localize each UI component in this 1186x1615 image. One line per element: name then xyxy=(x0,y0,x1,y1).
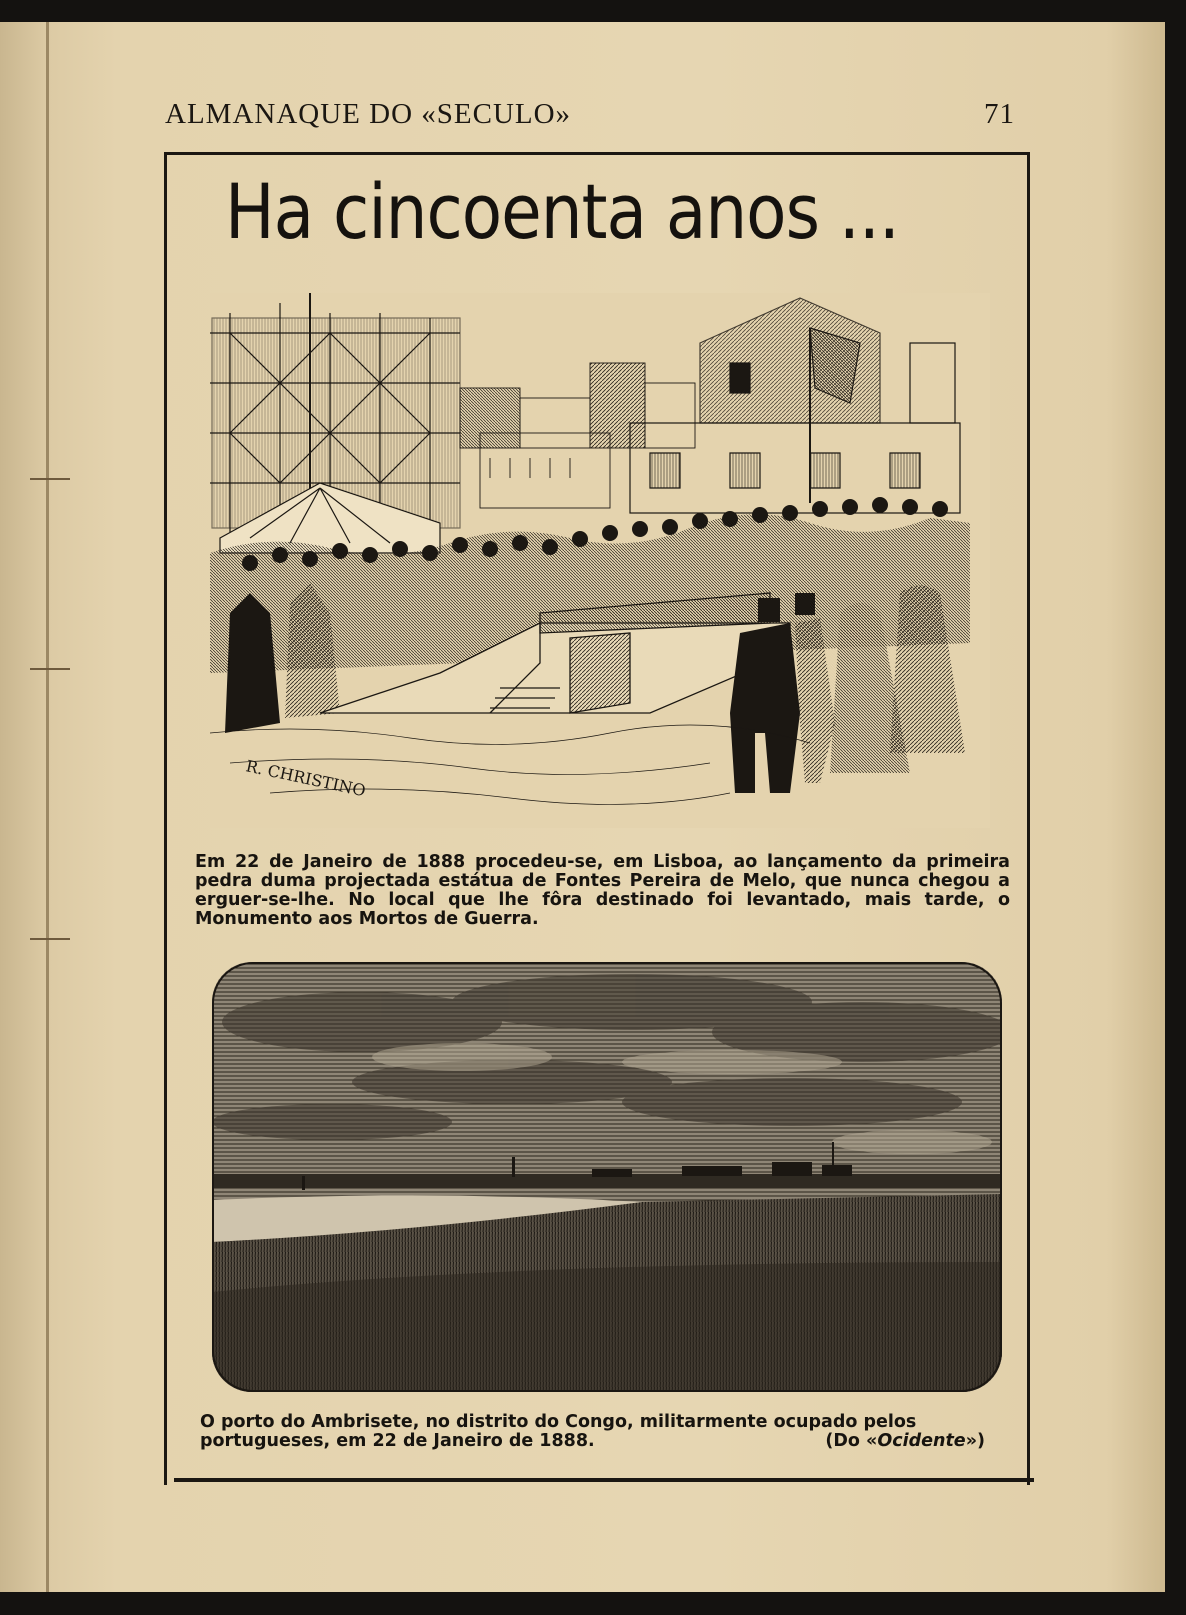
source-name: Ocidente xyxy=(877,1431,966,1451)
binding-stitch xyxy=(30,478,70,480)
article-headline: Ha cincoenta anos ... xyxy=(225,168,899,257)
source-credit xyxy=(825,1432,1015,1451)
binding-stitch xyxy=(30,668,70,670)
port-caption-line2: portugueses, em 22 de Janeiro de 1888. xyxy=(200,1431,595,1451)
artist-signature: R. CHRISTINO xyxy=(244,756,368,801)
almanac-title: ALMANAQUE DO «SECULO» xyxy=(165,98,572,130)
source-suffix: ») xyxy=(965,1431,985,1451)
source-prefix: (Do « xyxy=(825,1431,878,1451)
port-caption-line1: O porto do Ambrisete, no distrito do Congo, militarmente ocupado pelos xyxy=(200,1412,917,1432)
ceremony-engraving xyxy=(210,293,990,828)
frame-bottom-rule xyxy=(174,1478,1034,1482)
ceremony-caption: Em 22 de Janeiro de 1888 procedeu-se, em Lisboa, ao lançamento da primeira pedra duma projectada estátua de Fontes Pereira de Melo, que nunca chegou a erguer-se-lhe. No local que lhe fôra destinado foi levantado, mais tarde, o Monumento aos Mortos de Guerra. xyxy=(195,852,1010,929)
binding-stitch xyxy=(30,938,70,940)
running-header xyxy=(165,98,1015,138)
page-gutter xyxy=(46,22,49,1592)
ambrisete-port-engraving xyxy=(212,962,1002,1392)
port-caption xyxy=(200,1413,1015,1451)
page-number: 71 xyxy=(984,98,1015,130)
